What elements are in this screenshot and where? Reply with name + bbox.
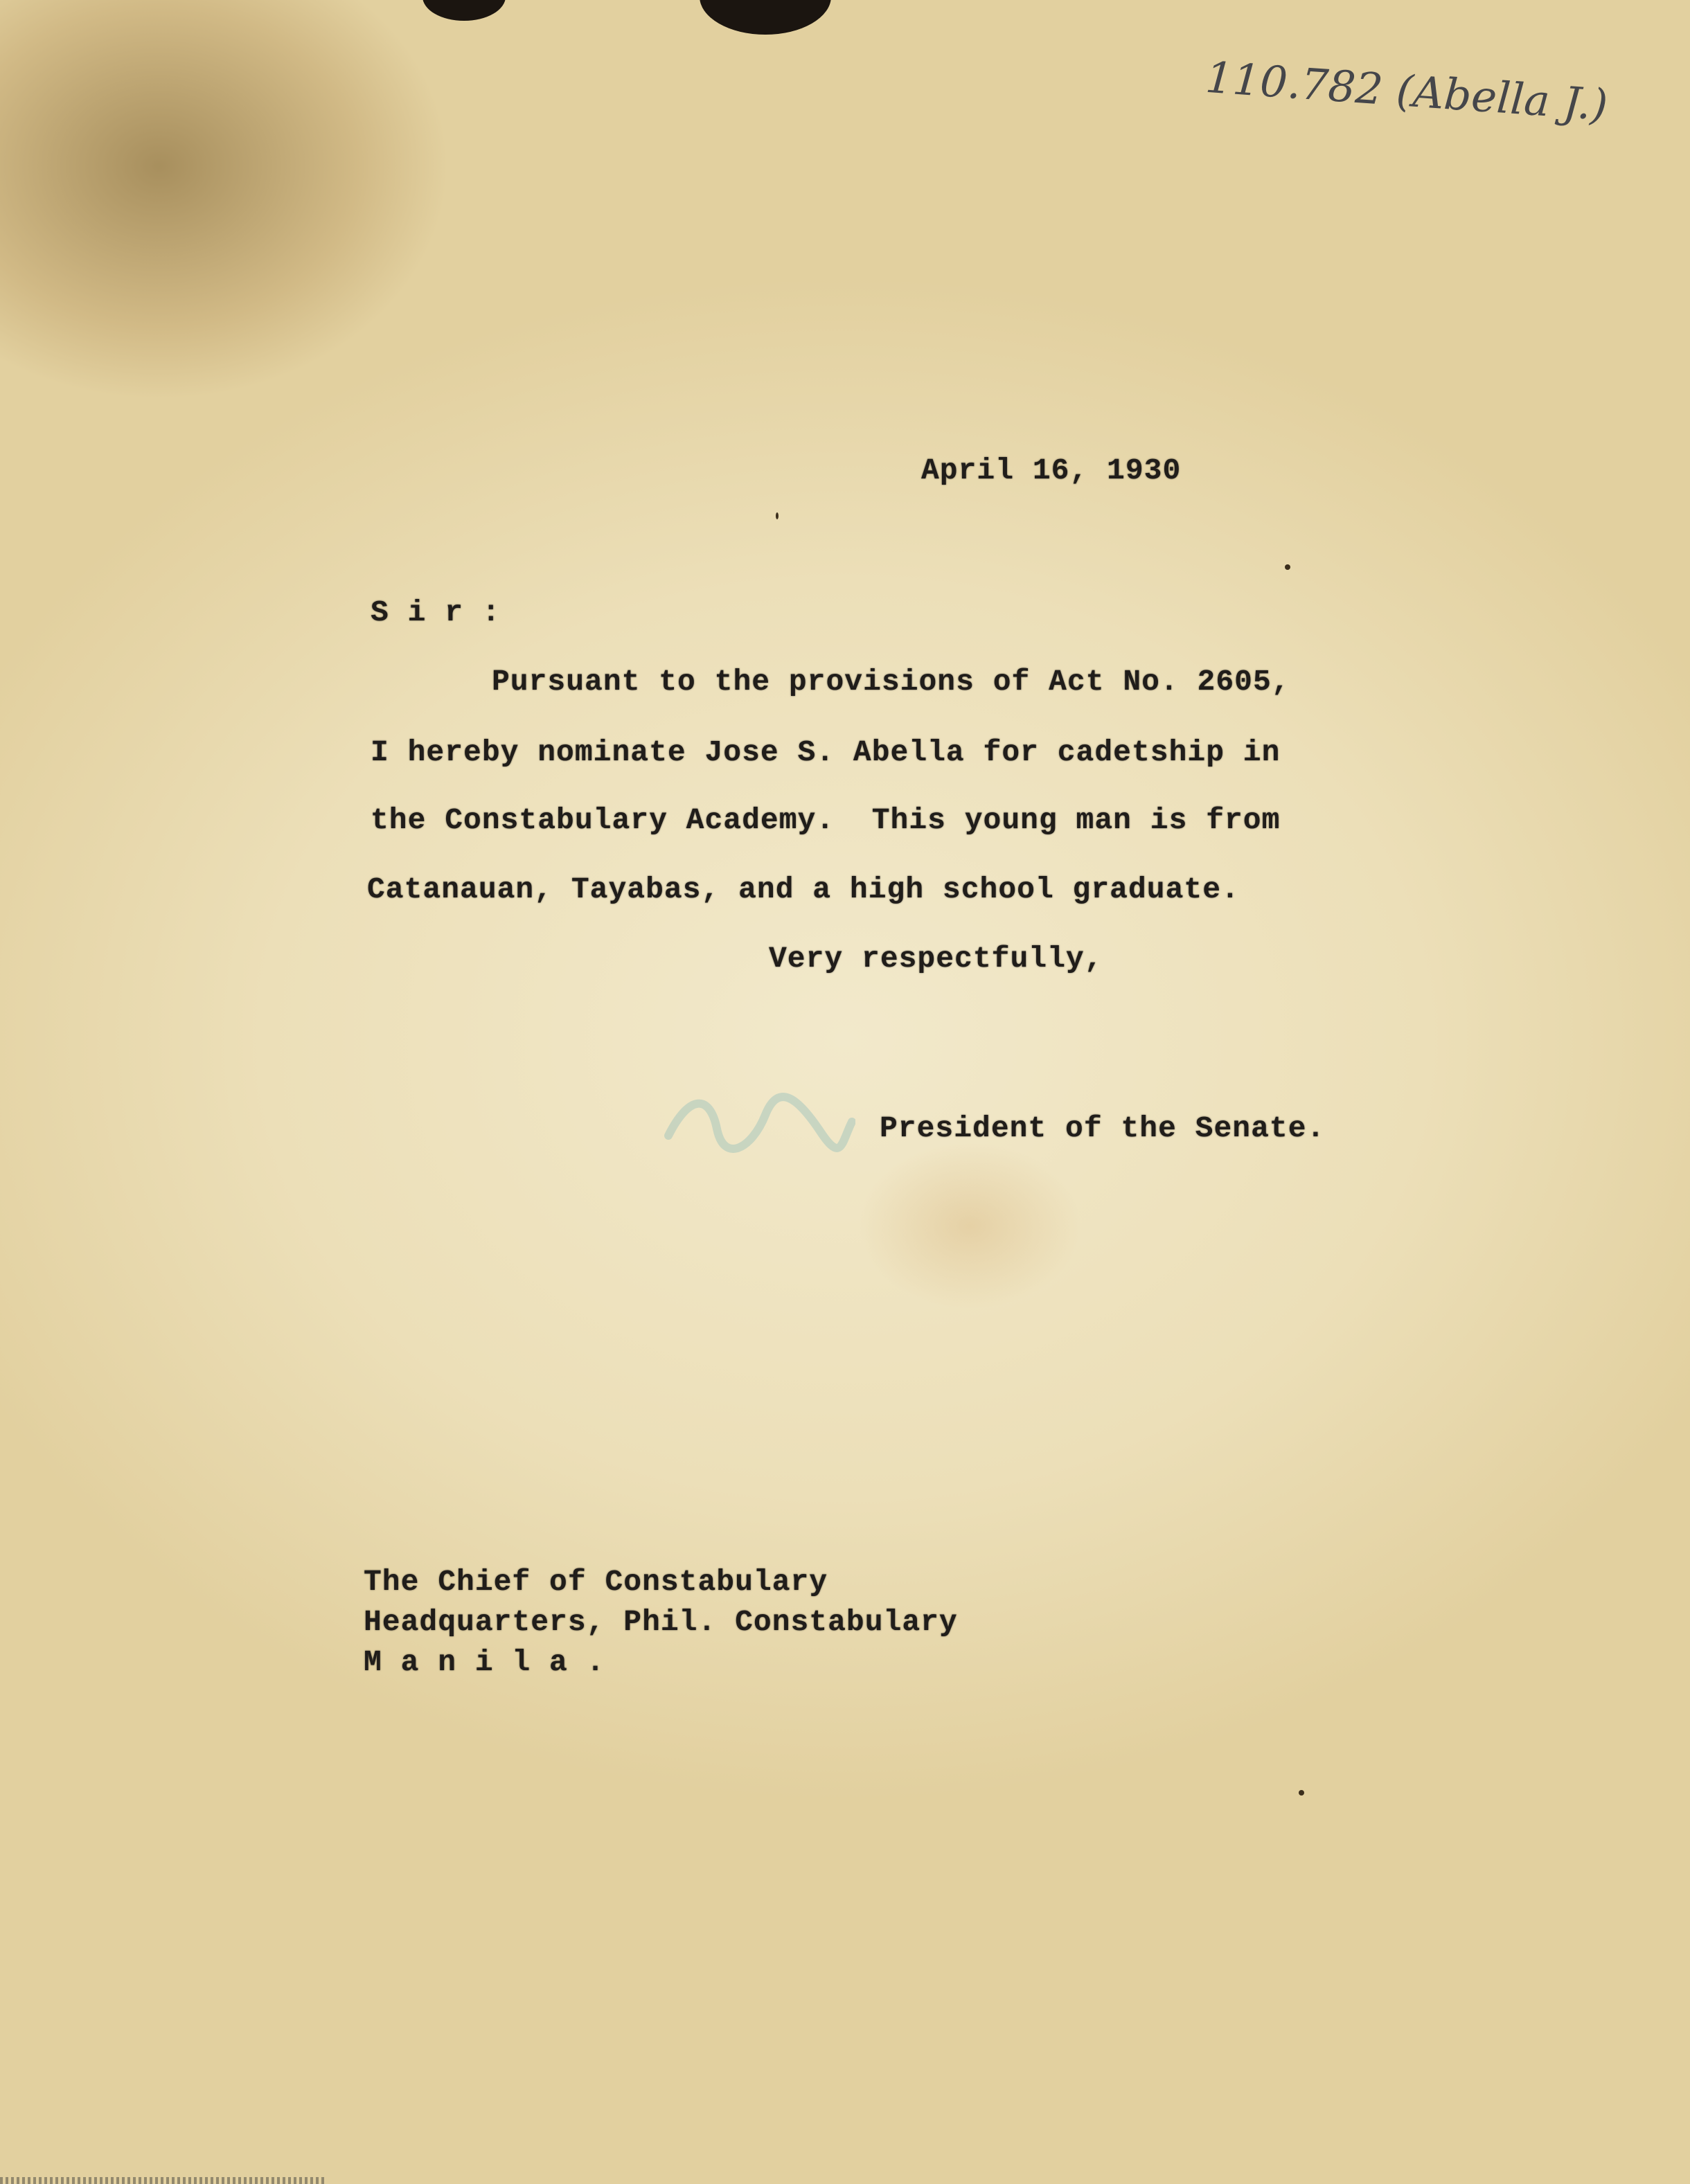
- faded-signature: [661, 1080, 855, 1156]
- burn-mark: [700, 0, 831, 35]
- burn-mark: [423, 0, 506, 21]
- ink-speck: [776, 512, 779, 519]
- addressee-line: M a n i l a .: [364, 1645, 605, 1679]
- file-reference-note: 110.782 (Abella J.): [1204, 51, 1610, 131]
- body-line: Pursuant to the provisions of Act No. 2605,: [492, 665, 1290, 699]
- ink-speck: [1299, 1790, 1304, 1796]
- letter-date: April 16, 1930: [921, 454, 1182, 487]
- body-line: the Constabulary Academy. This young man is from: [371, 803, 1281, 837]
- closing: Very respectfully,: [769, 942, 1103, 976]
- signature-title: President of the Senate.: [880, 1111, 1326, 1145]
- addressee-line: The Chief of Constabulary: [364, 1565, 828, 1599]
- body-line: I hereby nominate Jose S. Abella for cadetship in: [371, 735, 1281, 769]
- addressee-line: Headquarters, Phil. Constabulary: [364, 1605, 958, 1639]
- scan-edge-strip: [0, 2177, 326, 2184]
- salutation: S i r :: [371, 596, 501, 629]
- ink-speck: [1285, 564, 1290, 570]
- body-line: Catanauan, Tayabas, and a high school graduate.: [367, 872, 1240, 906]
